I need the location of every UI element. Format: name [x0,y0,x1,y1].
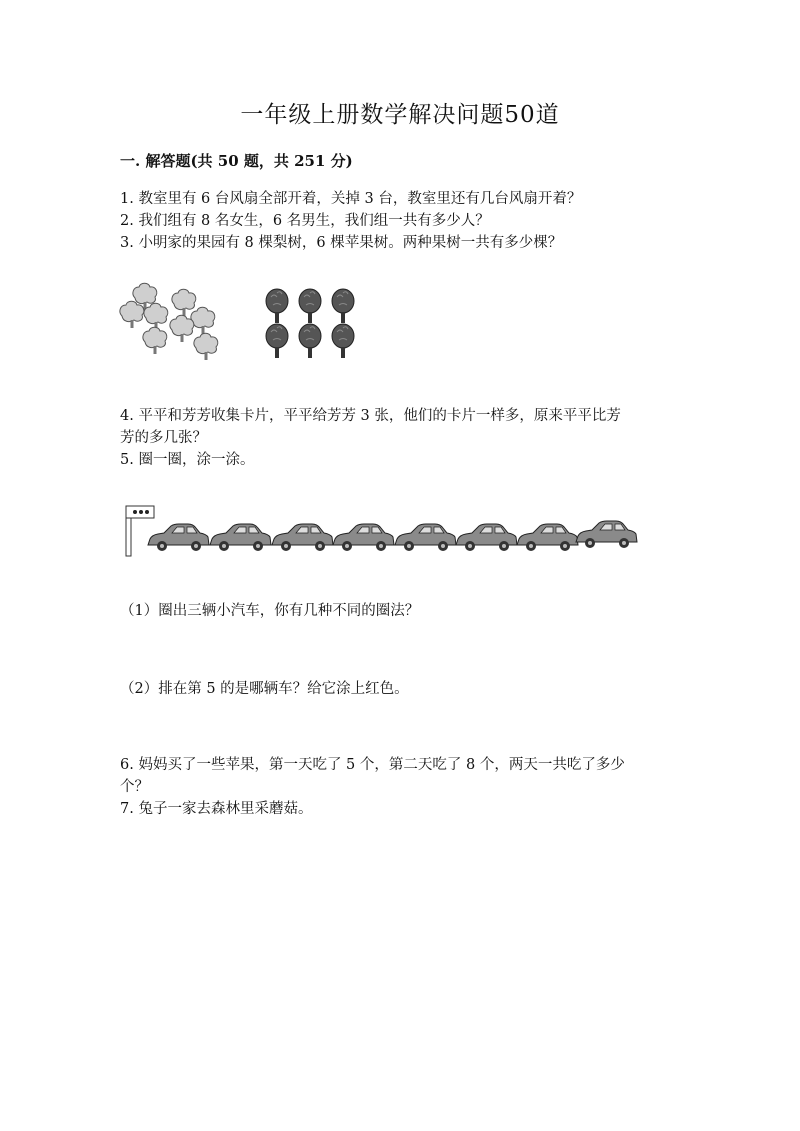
car-icon [456,524,517,551]
question-1: 1. 教室里有 6 台风扇全部开着，关掉 3 台，教室里还有几台风扇开着？ [120,191,582,207]
dark-tree-icon [332,324,354,358]
question-5-sub-2: （2）排在第 5 的是哪辆车？给它涂上红色。 [120,681,409,697]
car-icon [576,521,637,548]
question-5-sub-1: （1）圈出三辆小汽车，你有几种不同的圈法？ [120,603,420,619]
car-icon [517,524,578,551]
light-tree-icon [191,307,215,334]
car-icon [395,524,456,551]
light-tree-icon [194,333,218,360]
question-4-line-2: 芳的多几张？ [120,430,207,446]
question-4-line-1: 4. 平平和芳芳收集卡片，平平给芳芳 3 张，他们的卡片一样多，原来平平比芳 [120,408,621,424]
question-6-line-2: 个？ [120,779,149,795]
car-icon [272,524,333,551]
trees-figure [110,278,370,368]
dark-tree-icon [332,289,354,323]
light-tree-icon [143,327,167,354]
question-7: 7. 兔子一家去森林里采蘑菇。 [120,801,313,817]
cars-figure [118,500,638,560]
light-tree-icon [172,289,196,316]
page-title: 一年级上册数学解决问题50道 [240,102,560,128]
apple-trees-group [266,289,354,358]
car-icon [148,524,209,551]
section-heading: 一. 解答题(共 50 题，共 251 分) [120,152,353,170]
question-2: 2. 我们组有 8 名女生，6 名男生，我们组一共有多少人？ [120,213,490,229]
car-icon [333,524,394,551]
question-5: 5. 圈一圈，涂一涂。 [120,452,255,468]
dark-tree-icon [299,324,321,358]
question-3: 3. 小明家的果园有 8 棵梨树，6 棵苹果树。两种果树一共有多少棵？ [120,235,563,251]
start-flag-icon [126,506,154,556]
light-tree-icon [120,301,144,328]
dark-tree-icon [299,289,321,323]
question-6-line-1: 6. 妈妈买了一些苹果，第一天吃了 5 个，第二天吃了 8 个，两天一共吃了多少 [120,757,625,773]
light-tree-icon [170,315,194,342]
car-icon [210,524,271,551]
dark-tree-icon [266,324,288,358]
light-tree-icon [144,303,168,330]
dark-tree-icon [266,289,288,323]
pear-trees-group [120,283,218,360]
